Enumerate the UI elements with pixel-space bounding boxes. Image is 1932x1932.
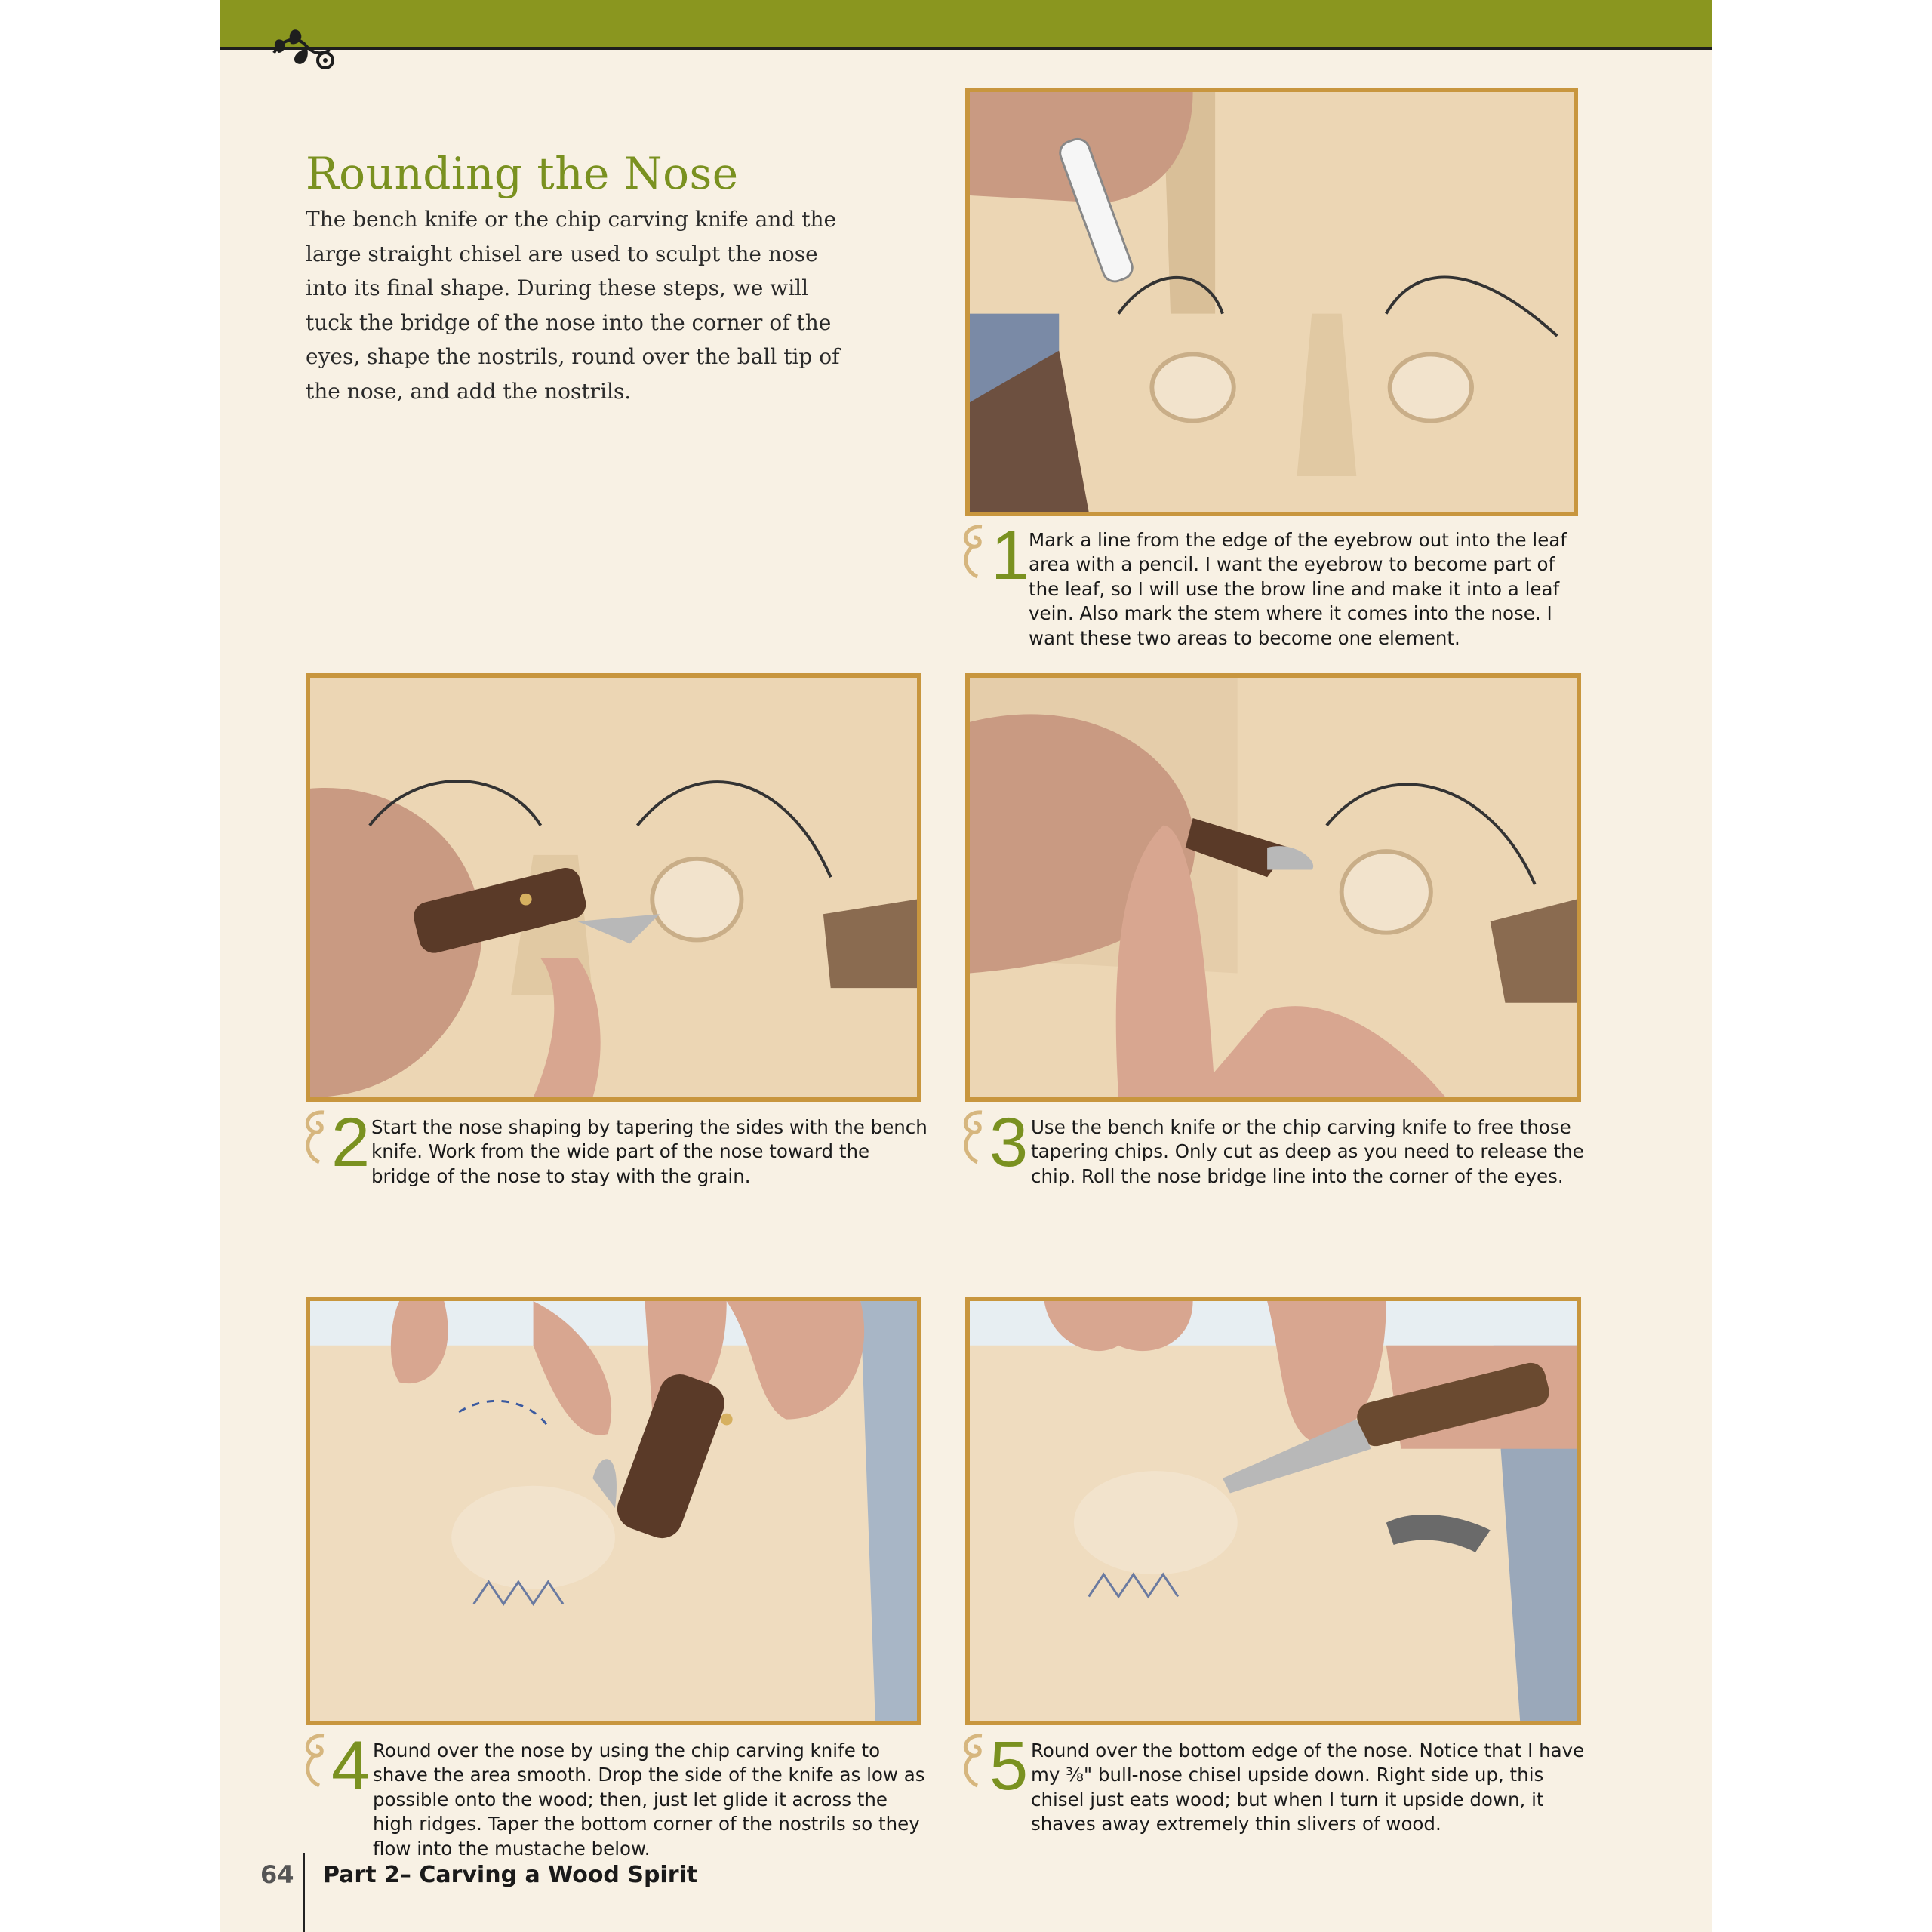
step-4-caption: Round over the nose by using the chip carving knife to shave the area smooth. Drop the side of the knife as low as possible onto the wood; then, just let glide it across the high ridges. Taper the bottom corner of the nostrils so they flow into the mustache below. [373, 1740, 925, 1860]
intro-paragraph: The bench knife or the chip carving knife and the large straight chisel are used to sculpt the nose into its final shape. During these steps, we will tuck the bridge of the nose into the corner of the eyes, shape the nostrils, round over the ball tip of the nose, and add the nostrils. [306, 207, 840, 404]
step-1-caption: Mark a line from the edge of the eyebrow out into the leaf area with a pencil. I want the eyebrow to become part of the leaf, so I will use the brow line and make it into a leaf vein. Also mark the stem where it comes into the nose. I want these two areas to become one element. [1029, 529, 1567, 649]
step-4-photo [306, 1297, 921, 1725]
step-5-number: 5 [989, 1727, 1029, 1804]
step-5-caption: Round over the bottom edge of the nose. Notice that I have my ⅜" bull-nose chisel upside down. Right side up, this chisel just eats wood; but when I turn it upside down, it shaves away extremely thin slivers of wood. [1031, 1740, 1585, 1835]
step-5-photo [965, 1297, 1581, 1725]
footer-divider [303, 1853, 305, 1932]
swirl-ornament-icon [956, 1730, 989, 1790]
book-page [220, 0, 1712, 1932]
step-2-photo [306, 673, 921, 1102]
step-3-number: 3 [989, 1104, 1029, 1181]
step-3-caption: Use the bench knife or the chip carving knife to free those tapering chips. Only cut as deep as you need to release the chip. Roll the nose bridge line into the corner of the eyes. [1031, 1116, 1584, 1187]
step-1-photo [965, 88, 1578, 516]
swirl-ornament-icon [298, 1106, 331, 1167]
step-2-caption: Start the nose shaping by tapering the sides with the bench knife. Work from the wide part of the nose toward the bridge of the nose to stay with the grain. [371, 1116, 928, 1187]
page-number: 64 [260, 1860, 294, 1889]
swirl-ornament-icon [956, 1106, 989, 1167]
header-bar [220, 0, 1712, 50]
leaf-ornament-icon [268, 23, 336, 72]
step-2-number: 2 [331, 1104, 371, 1181]
swirl-ornament-icon [298, 1730, 331, 1790]
section-title: Rounding the Nose [306, 148, 739, 199]
running-footer: Part 2– Carving a Wood Spirit [323, 1862, 698, 1888]
step-4-number: 4 [331, 1727, 371, 1804]
step-3-photo [965, 673, 1581, 1102]
swirl-ornament-icon [956, 521, 989, 581]
step-1-number: 1 [991, 517, 1030, 594]
